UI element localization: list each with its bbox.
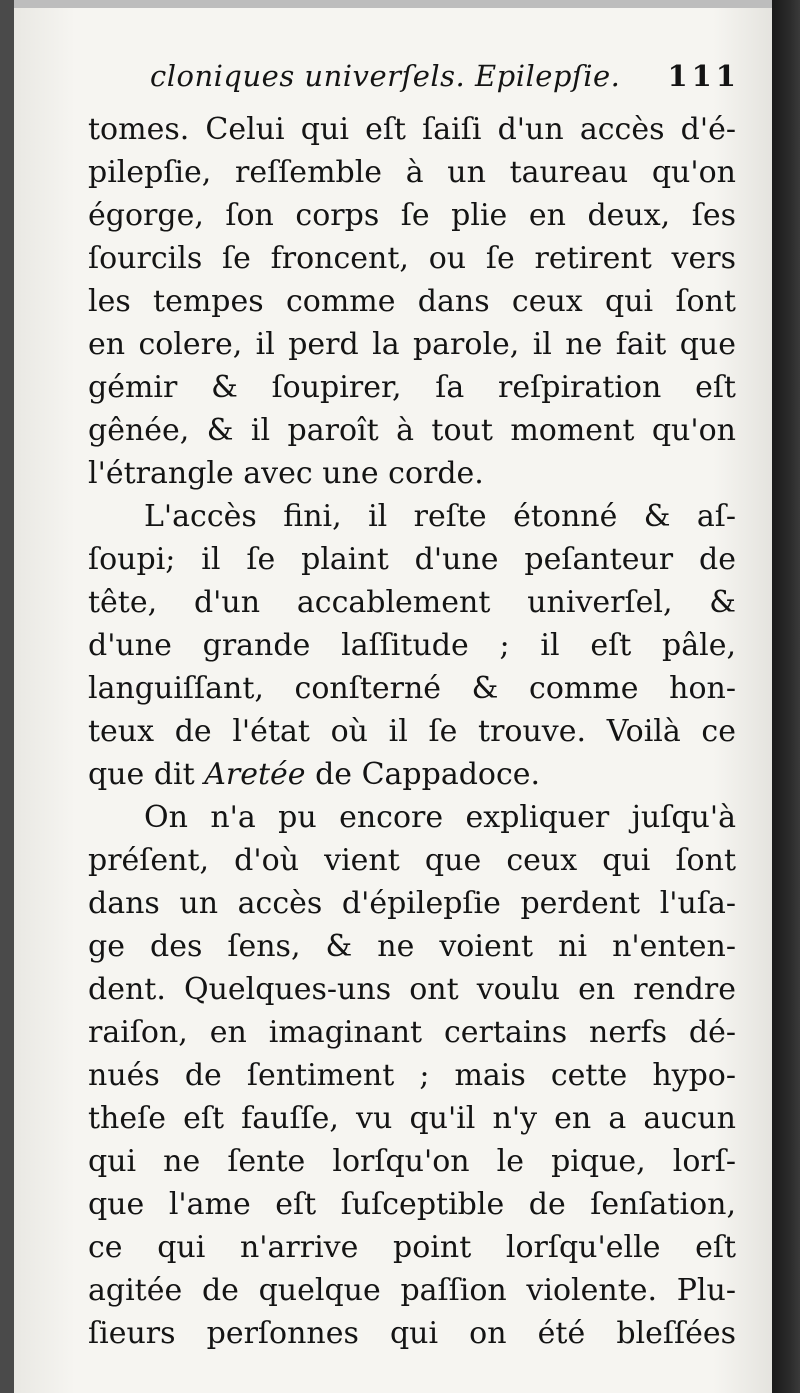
text-line: L'accès fini, il reſte étonné & aſ- xyxy=(144,499,736,534)
text-line: gênée, & il paroît à tout moment qu'on xyxy=(88,413,736,448)
body-text xyxy=(88,108,736,1355)
text-line: gémir & ſoupirer, ſa reſpiration eſt xyxy=(88,370,736,405)
text-line: les tempes comme dans ceux qui ſont xyxy=(88,284,736,319)
text-line: d'une grande laſſitude ; il eſt pâle, xyxy=(88,628,736,663)
text-line: raiſon, en imaginant certains nerfs dé- xyxy=(88,1015,736,1050)
text-line: languiſſant, conſterné & comme hon- xyxy=(88,671,736,706)
text-line: agitée de quelque paſſion violente. Plu- xyxy=(88,1273,736,1308)
text-line: pilepſie, reſſemble à un taureau qu'on xyxy=(88,155,736,190)
author-name: Aretée xyxy=(204,757,306,792)
scan-edge-top xyxy=(0,0,800,8)
text-line: teux de l'état où il ſe trouve. Voilà ce xyxy=(88,714,736,749)
running-title: cloniques univerſels. Epilepſie. xyxy=(150,59,621,93)
text-line: égorge, ſon corps ſe plie en deux, ſes xyxy=(88,198,736,233)
text-line: tête, d'un accablement univerſel, & xyxy=(88,585,736,620)
scan-edge-right xyxy=(772,0,800,1393)
text-line: ſoupi; il ſe plaint d'une peſanteur de xyxy=(88,542,736,577)
text-line: nués de ſentiment ; mais cette hypo- xyxy=(88,1058,736,1093)
text-segment: de Cappadoce. xyxy=(305,757,541,792)
text-line: tomes. Celui qui eſt ſaiſi d'un accès d'é- xyxy=(88,112,736,147)
page-number: 111 xyxy=(667,59,740,93)
text-line: dent. Quelques-uns ont voulu en rendre xyxy=(88,972,736,1007)
text-line: qui ne ſente lorſqu'on le pique, lorſ- xyxy=(88,1144,736,1179)
text-line: préſent, d'où vient que ceux qui ſont xyxy=(88,843,736,878)
text-line: On n'a pu encore expliquer juſqu'à xyxy=(144,800,736,835)
text-line: l'étrangle avec une corde. xyxy=(88,456,484,491)
text-line: en colere, il perd la parole, il ne fait que xyxy=(88,327,736,362)
text-line: ſourcils ſe froncent, ou ſe retirent vers xyxy=(88,241,736,276)
text-line: ſieurs perſonnes qui on été bleſſées xyxy=(88,1316,736,1351)
text-line xyxy=(88,753,736,796)
text-line: dans un accès d'épilepſie perdent l'uſa- xyxy=(88,886,736,921)
text-line: theſe eſt fauſſe, vu qu'il n'y en a aucun xyxy=(88,1101,736,1136)
text-segment: que dit xyxy=(88,757,205,792)
text-line: ce qui n'arrive point lorſqu'elle eſt xyxy=(88,1230,736,1265)
scan-edge-left xyxy=(0,0,14,1393)
text-line: que l'ame eſt ſuſceptible de ſenſation, xyxy=(88,1187,736,1222)
page-header xyxy=(150,52,740,100)
text-line: ge des ſens, & ne voient ni n'enten- xyxy=(88,929,736,964)
